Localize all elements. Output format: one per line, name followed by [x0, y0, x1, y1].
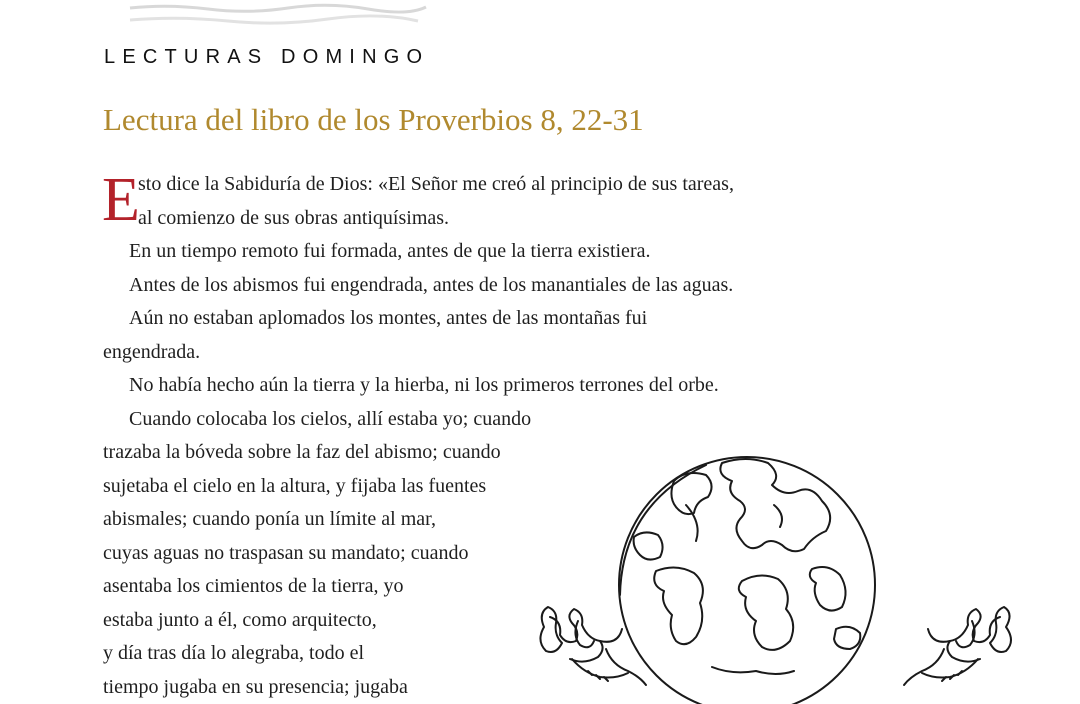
reading-line: engendrada. [103, 336, 923, 370]
faint-previous-page-text [128, 0, 428, 22]
reading-line: y día tras día lo alegraba, todo el [103, 637, 923, 671]
reading-line: Cuando colocaba los cielos, allí estaba yo; cuando [103, 403, 923, 437]
reading-line: No había hecho aún la tierra y la hierba, ni los primeros terrones del orbe. [103, 369, 923, 403]
section-label: LECTURAS DOMINGO [104, 46, 429, 69]
drop-cap: E [102, 169, 140, 231]
reading-line: En un tiempo remoto fui formada, antes de que la tierra existiera. [103, 235, 923, 269]
reading-line: tiempo jugaba en su presencia; jugaba [103, 671, 923, 704]
hands-holding-globe-icon [536, 445, 1036, 685]
reading-line: Aún no estaban aplomados los montes, antes de las montañas fui [103, 302, 923, 336]
reading-line: al comienzo de sus obras antiquísimas. [103, 202, 923, 236]
reading-line: sto dice la Sabiduría de Dios: «El Señor me creó al principio de sus tareas, [103, 168, 923, 202]
reading-line: asentaba los cimientos de la tierra, yo [103, 570, 923, 604]
reading-line: estaba junto a él, como arquitecto, [103, 604, 923, 638]
reading-line: sujetaba el cielo en la altura, y fijaba las fuentes [103, 470, 923, 504]
reading-line: Antes de los abismos fui engendrada, antes de los manantiales de las aguas. [103, 269, 923, 303]
reading-line: cuyas aguas no traspasan su mandato; cuando [103, 537, 923, 571]
reading-title: Lectura del libro de los Proverbios 8, 22-31 [103, 102, 644, 138]
reading-line: trazaba la bóveda sobre la faz del abismo; cuando [103, 436, 923, 470]
reading-line: abismales; cuando ponía un límite al mar, [103, 503, 923, 537]
